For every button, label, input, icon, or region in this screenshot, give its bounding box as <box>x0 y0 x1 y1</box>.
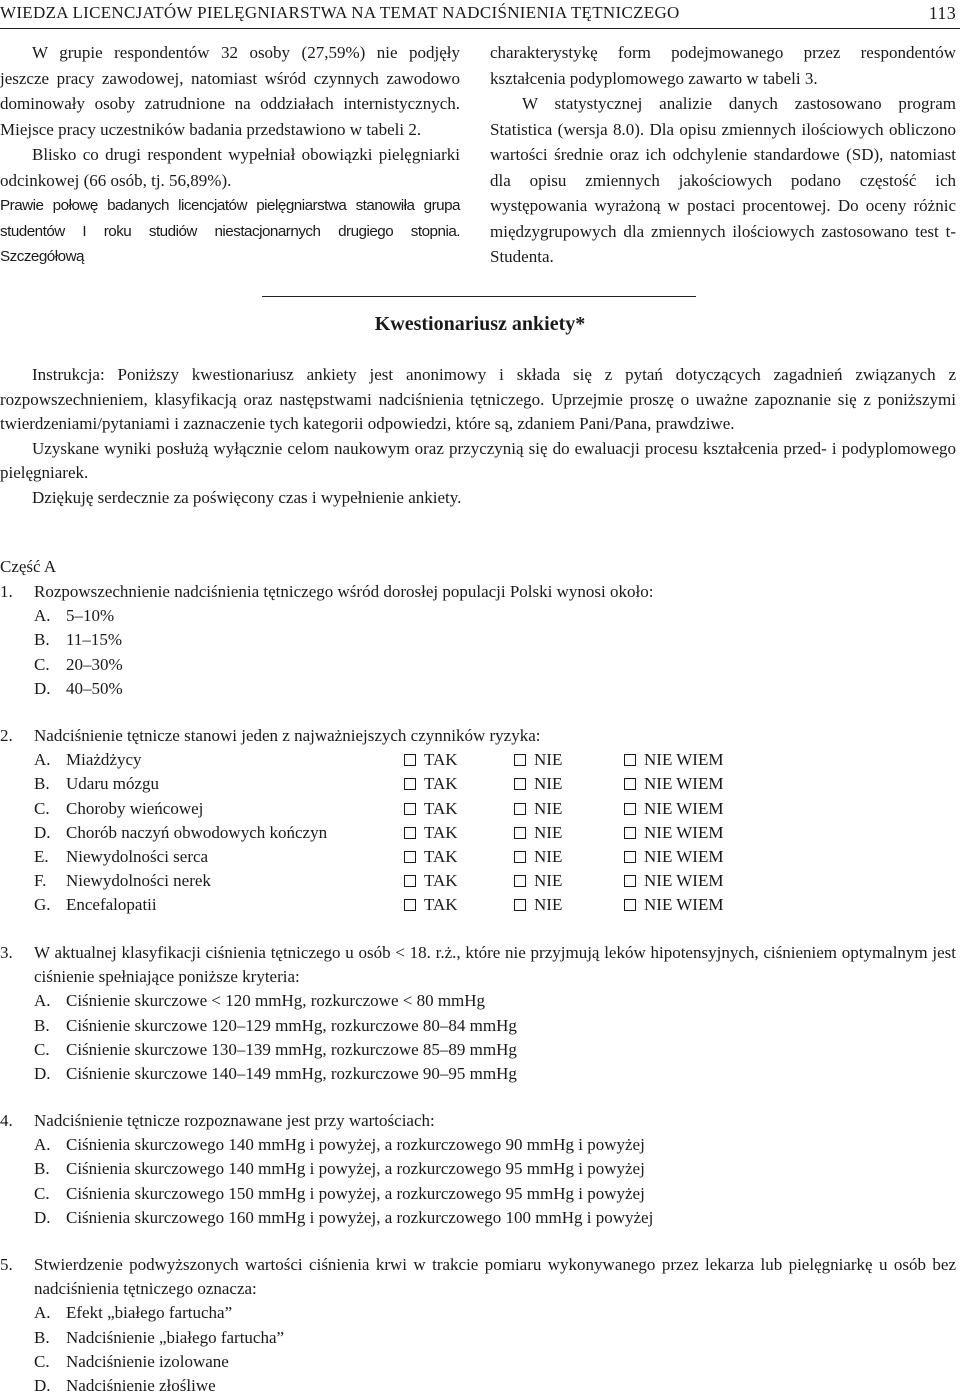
instruction-paragraph: Dziękuję serdecznie za poświęcony czas i wypełnienie ankiety. <box>32 487 462 507</box>
answer-option[interactable] <box>0 1206 956 1230</box>
paragraph: Blisko co drugi respondent wypełniał obowiązki pielęgniarki odcinkowej (66 osób, tj. 56,89%). <box>0 145 460 190</box>
question-number: 3. <box>0 943 13 962</box>
answer-no[interactable]: NIE <box>514 748 624 772</box>
option-letter: A. <box>34 606 51 626</box>
question-2 <box>0 724 956 918</box>
option-text: Ciśnienie skurczowe 120–129 mmHg, rozkurczowe 80–84 mmHg <box>66 1015 517 1035</box>
right-column <box>490 40 956 270</box>
option-text: Ciśnienia skurczowego 150 mmHg i powyżej, a rozkurczowego 95 mmHg i powyżej <box>66 1183 645 1203</box>
running-title: WIEDZA LICENCJATÓW PIELĘGNIARSTWA NA TEMAT NADCIŚNIENIA TĘTNICZEGO <box>0 3 680 22</box>
option-text: Ciśnienie skurczowe 140–149 mmHg, rozkurczowe 90–95 mmHg <box>66 1064 517 1084</box>
question-number: 2. <box>0 726 13 745</box>
answer-yes[interactable]: TAK <box>404 797 514 821</box>
option-text: 11–15% <box>66 630 123 650</box>
option-text: Nadciśnienie „białego fartucha” <box>66 1327 285 1347</box>
risk-factor-row <box>0 821 956 845</box>
option-text: 40–50% <box>66 678 123 698</box>
answer-dont-know[interactable]: NIE WIEM <box>624 797 784 821</box>
answer-no[interactable]: NIE <box>514 772 624 796</box>
answer-option[interactable] <box>0 1350 956 1374</box>
risk-factor-row <box>0 845 956 869</box>
answer-no[interactable]: NIE <box>514 845 624 869</box>
option-text: Ciśnienie skurczowe 130–139 mmHg, rozkurczowe 85–89 mmHg <box>66 1039 517 1059</box>
answer-dont-know[interactable]: NIE WIEM <box>624 893 784 917</box>
checkbox-icon[interactable] <box>514 778 526 790</box>
option-letter: A. <box>34 750 51 770</box>
answer-option[interactable] <box>0 1133 956 1157</box>
question-4 <box>0 1109 956 1230</box>
option-letter: D. <box>34 1207 51 1227</box>
paragraph: W statystycznej analizie danych zastosowano program Statistica (wersja 8.0). Dla opisu zmiennych ilościowych obliczono wartości średnie oraz ich odchylenie standardowe (SD), natomiast dla opisu zmiennych jakościowych podano częstość ich występowania wyrażoną w postaci procentowej. Do oceny różnic międzygrupowych dla zmiennych ilościowych zastosowano test t-Studenta. <box>490 94 956 266</box>
risk-factor-label: Choroby wieńcowej <box>66 798 204 818</box>
checkbox-icon[interactable] <box>404 875 416 887</box>
option-letter: A. <box>34 1303 51 1323</box>
option-letter: D. <box>34 822 51 842</box>
page-number: 113 <box>928 3 956 23</box>
running-header <box>0 0 960 29</box>
option-text: 5–10% <box>66 606 115 626</box>
question-number: 1. <box>0 582 13 601</box>
answer-dont-know[interactable]: NIE WIEM <box>624 748 784 772</box>
risk-factor-label: Encefalopatii <box>66 895 157 915</box>
question-text: W aktualnej klasyfikacji ciśnienia tętniczego u osób < 18. r.ż., które nie przyjmują leków hipotensyjnych, ciśnieniem optymalnym jest ciśnienie spełniające poniższe kryteria: <box>34 943 956 987</box>
answer-yes[interactable]: TAK <box>404 869 514 893</box>
option-text: Ciśnienia skurczowego 140 mmHg i powyżej, a rozkurczowego 95 mmHg i powyżej <box>66 1159 645 1179</box>
option-letter: D. <box>34 1376 51 1396</box>
risk-factor-row <box>0 893 956 917</box>
checkbox-icon[interactable] <box>404 851 416 863</box>
option-letter: B. <box>34 630 50 650</box>
option-letter: B. <box>34 774 50 794</box>
answer-option[interactable] <box>0 1182 956 1206</box>
option-text: Ciśnienia skurczowego 160 mmHg i powyżej, a rozkurczowego 100 mmHg i powyżej <box>66 1207 654 1227</box>
checkbox-icon[interactable] <box>624 899 636 911</box>
paragraph: Prawie połowę badanych licencjatów pielęgniarstwa stanowiła grupa studentów I roku studiów niestacjonarnych drugiego stopnia. Szczegółową <box>0 197 460 265</box>
option-letter: D. <box>34 678 51 698</box>
option-letter: G. <box>34 895 51 915</box>
option-text: Ciśnienie skurczowe < 120 mmHg, rozkurczowe < 80 mmHg <box>66 991 486 1011</box>
answer-dont-know[interactable]: NIE WIEM <box>624 845 784 869</box>
left-column <box>0 40 460 270</box>
answer-dont-know[interactable]: NIE WIEM <box>624 772 784 796</box>
answer-option[interactable] <box>0 1014 956 1038</box>
checkbox-icon[interactable] <box>514 754 526 766</box>
section-divider <box>262 296 696 297</box>
answer-option[interactable] <box>0 677 956 701</box>
answer-yes[interactable]: TAK <box>404 821 514 845</box>
checkbox-icon[interactable] <box>624 875 636 887</box>
checkbox-icon[interactable] <box>514 851 526 863</box>
risk-factor-row <box>0 797 956 821</box>
answer-yes[interactable]: TAK <box>404 748 514 772</box>
answer-yes[interactable]: TAK <box>404 893 514 917</box>
option-letter: A. <box>34 1135 51 1155</box>
question-text: Rozpowszechnienie nadciśnienia tętniczego wśród dorosłej populacji Polski wynosi około: <box>34 582 654 601</box>
question-1 <box>0 580 956 701</box>
answer-dont-know[interactable]: NIE WIEM <box>624 821 784 845</box>
answer-option[interactable] <box>0 1157 956 1181</box>
answer-option[interactable] <box>0 653 956 677</box>
option-text: Ciśnienia skurczowego 140 mmHg i powyżej, a rozkurczowego 90 mmHg i powyżej <box>66 1135 645 1155</box>
option-letter: D. <box>34 1064 51 1084</box>
question-3 <box>0 941 956 1086</box>
question-number: 4. <box>0 1111 13 1130</box>
checkbox-icon[interactable] <box>514 803 526 815</box>
checkbox-icon[interactable] <box>404 827 416 839</box>
answer-option[interactable] <box>0 628 956 652</box>
instruction-paragraph: Instrukcja: Poniższy kwestionariusz ankiety jest anonimowy i składa się z pytań dotyczących zagadnień związanych z rozpowszechnieniem, klasyfikacją oraz następstwami nadciśnienia tętniczego. Uprzejmie proszę o uważne zapoznanie się z poniższymi twierdzeniami/pytaniami i zaznaczenie tych kategorii odpowiedzi, które są, zdaniem Pani/Pana, prawdziwe. <box>0 365 956 433</box>
answer-yes[interactable]: TAK <box>404 845 514 869</box>
part-label: Część A <box>0 557 57 576</box>
answer-option[interactable] <box>0 604 956 628</box>
option-letter: B. <box>34 1015 50 1035</box>
checkbox-icon[interactable] <box>624 851 636 863</box>
answer-option[interactable] <box>0 1374 956 1398</box>
checkbox-icon[interactable] <box>624 778 636 790</box>
answer-no[interactable]: NIE <box>514 893 624 917</box>
answer-no[interactable]: NIE <box>514 869 624 893</box>
option-letter: C. <box>34 1039 50 1059</box>
option-text: Nadciśnienie izolowane <box>66 1351 229 1371</box>
paragraph: charakterystykę form podejmowanego przez respondentów kształcenia podyplomowego zawarto w tabeli 3. <box>490 43 956 88</box>
option-letter: C. <box>34 1183 50 1203</box>
answer-option[interactable] <box>0 1062 956 1086</box>
paragraph: W grupie respondentów 32 osoby (27,59%) nie podjęły jeszcze pracy zawodowej, natomiast wśród czynnych zawodowo dominowały osoby zatrudnione na oddziałach internistycznych. Miejsce pracy uczestników badania przedstawiono w tabeli 2. <box>0 43 460 139</box>
option-letter: C. <box>34 798 50 818</box>
option-text: 20–30% <box>66 654 123 674</box>
option-letter: C. <box>34 654 50 674</box>
instruction-paragraph: Uzyskane wyniki posłużą wyłącznie celom naukowym oraz przyczynią się do ewaluacji procesu kształcenia przed- i podyplomowego pielęgniarek. <box>0 438 956 482</box>
question-5 <box>0 1253 956 1398</box>
question-number: 5. <box>0 1255 13 1274</box>
option-text: Nadciśnienie złośliwe <box>66 1376 216 1396</box>
option-letter: C. <box>34 1351 50 1371</box>
answer-no[interactable]: NIE <box>514 821 624 845</box>
checkbox-icon[interactable] <box>624 803 636 815</box>
answer-dont-know[interactable]: NIE WIEM <box>624 869 784 893</box>
checkbox-icon[interactable] <box>624 754 636 766</box>
risk-factor-label: Miażdżycy <box>66 750 142 770</box>
risk-factor-label: Udaru mózgu <box>66 774 160 794</box>
answer-option[interactable] <box>0 1301 956 1325</box>
answer-option[interactable] <box>0 1038 956 1062</box>
option-letter: E. <box>34 847 49 867</box>
answer-option[interactable] <box>0 989 956 1013</box>
option-letter: A. <box>34 991 51 1011</box>
option-letter: B. <box>34 1159 50 1179</box>
question-text: Nadciśnienie tętnicze rozpoznawane jest przy wartościach: <box>34 1111 435 1130</box>
question-text: Nadciśnienie tętnicze stanowi jeden z najważniejszych czynników ryzyka: <box>34 726 541 745</box>
risk-factor-row <box>0 748 956 772</box>
checkbox-icon[interactable] <box>514 827 526 839</box>
risk-factor-label: Chorób naczyń obwodowych kończyn <box>66 822 328 842</box>
question-text: Stwierdzenie podwyższonych wartości ciśnienia krwi w trakcie pomiaru wykonywanego przez lekarza lub pielęgniarkę u osób bez nadciśnienia tętniczego oznacza: <box>34 1255 956 1299</box>
checkbox-icon[interactable] <box>514 875 526 887</box>
answer-yes[interactable]: TAK <box>404 772 514 796</box>
risk-factor-label: Niewydolności serca <box>66 847 209 867</box>
risk-factor-row <box>0 869 956 893</box>
answer-no[interactable]: NIE <box>514 797 624 821</box>
option-letter: B. <box>34 1327 50 1347</box>
answer-option[interactable] <box>0 1326 956 1350</box>
option-text: Efekt „białego fartucha” <box>66 1303 233 1323</box>
checkbox-icon[interactable] <box>404 803 416 815</box>
checkbox-icon[interactable] <box>624 827 636 839</box>
risk-factor-row <box>0 772 956 796</box>
checkbox-icon[interactable] <box>514 899 526 911</box>
option-letter: F. <box>34 871 47 891</box>
risk-factor-label: Niewydolności nerek <box>66 871 211 891</box>
checkbox-icon[interactable] <box>404 778 416 790</box>
checkbox-icon[interactable] <box>404 899 416 911</box>
questionnaire-intro <box>0 363 956 510</box>
checkbox-icon[interactable] <box>404 754 416 766</box>
questionnaire-title: Kwestionariusz ankiety* <box>374 313 586 335</box>
